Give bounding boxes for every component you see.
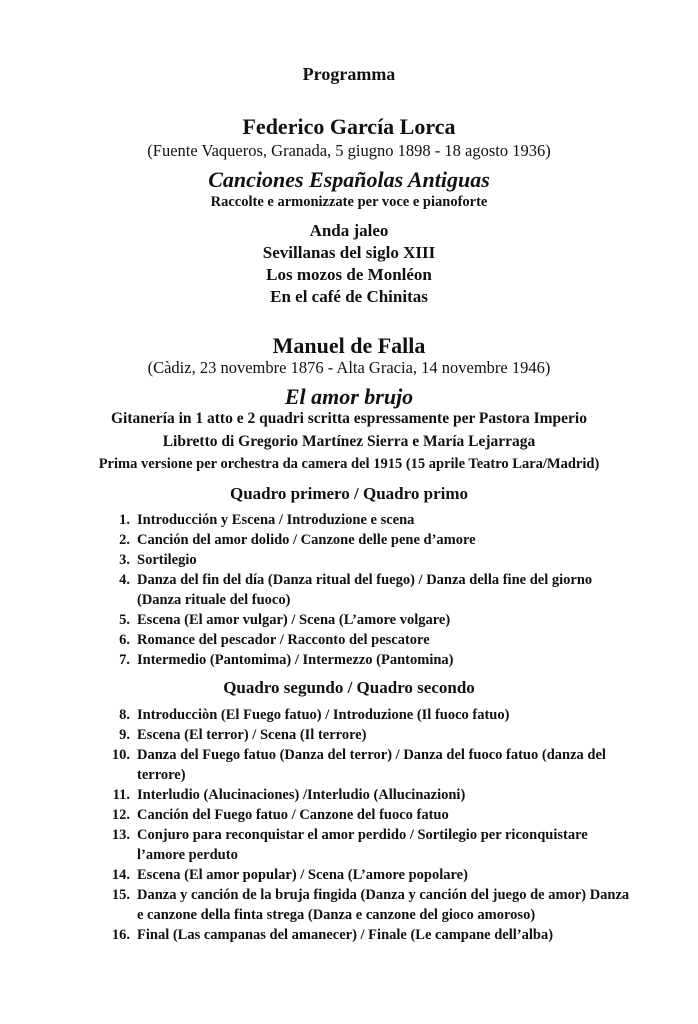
- track-number: 8.: [119, 707, 130, 723]
- track-item: [0, 650, 637, 670]
- track-number: 3.: [119, 552, 130, 568]
- track-item: [0, 550, 637, 570]
- track-item: [0, 805, 637, 825]
- track-number: 4.: [119, 572, 130, 588]
- work-info-line: Gitanería in 1 atto e 2 quadri scritta espressamente per Pastora Imperio: [111, 410, 587, 427]
- work-info-line: Libretto di Gregorio Martínez Sierra e María Lejarraga: [162, 433, 536, 450]
- page-title: Programma: [302, 64, 396, 84]
- track-item: [0, 705, 637, 725]
- track-item: [0, 725, 637, 745]
- track-item: [0, 785, 637, 805]
- track-title: Escena (El amor popular) / Scena (L’amore popolare): [137, 867, 468, 883]
- track-number: 16.: [111, 927, 130, 943]
- work-title-lorca: Canciones Españolas Antiguas: [208, 167, 490, 192]
- composer-falla: Manuel de Falla: [272, 333, 426, 358]
- track-number: 10.: [111, 747, 130, 763]
- section-title-quadro-2: Quadro segundo / Quadro secondo: [223, 678, 475, 697]
- track-title: Romance del pescador / Racconto del pescatore: [137, 632, 430, 648]
- song-item: Anda jaleo: [309, 221, 389, 240]
- track-title: Danza del fin del día (Danza ritual del fuego) / Danza della fine del giorno (Danza rituale del fuoco): [137, 572, 593, 608]
- section-title-quadro-1: Quadro primero / Quadro primo: [229, 484, 469, 503]
- track-number: 9.: [119, 727, 130, 743]
- track-item: [0, 865, 637, 885]
- track-title: Escena (El amor vulgar) / Scena (L’amore volgare): [137, 612, 451, 628]
- track-title: Intermedio (Pantomima) / Intermezzo (Pantomina): [137, 652, 454, 668]
- track-number: 1.: [119, 512, 130, 528]
- track-number: 6.: [119, 632, 130, 648]
- track-number: 7.: [119, 652, 130, 668]
- track-title: Interludio (Alucinaciones) /Interludio (Allucinazioni): [137, 787, 466, 803]
- track-item: [0, 825, 637, 865]
- song-item: Sevillanas del siglo XIII: [262, 243, 436, 262]
- track-title: Final (Las campanas del amanecer) / Finale (Le campane dell’alba): [137, 927, 554, 943]
- track-title: Canción del Fuego fatuo / Canzone del fuoco fatuo: [137, 807, 449, 823]
- track-item: [0, 510, 637, 530]
- track-item: [0, 745, 637, 785]
- track-item: [0, 885, 637, 925]
- track-title: Introducción y Escena / Introduzione e scena: [137, 512, 415, 528]
- track-title: Danza del Fuego fatuo (Danza del terror) / Danza del fuoco fatuo (danza del terrore): [137, 747, 606, 783]
- song-list-lorca: [0, 220, 698, 308]
- track-number: 11.: [112, 787, 130, 803]
- work-title-falla: El amor brujo: [284, 384, 414, 409]
- track-number: 14.: [111, 867, 130, 883]
- track-list-quadro-2: [0, 705, 698, 945]
- track-title: Danza y canción de la bruja fingida (Danza y canción del juego de amor) Danza e canzone della finta strega (Danza e canzone del gioco amoroso): [137, 887, 630, 923]
- dates-lorca: (Fuente Vaqueros, Granada, 5 giugno 1898 - 18 agosto 1936): [147, 141, 551, 160]
- track-item: [0, 610, 637, 630]
- track-number: 15.: [111, 887, 130, 903]
- track-title: Canción del amor dolido / Canzone delle pene d’amore: [137, 532, 476, 548]
- track-item: [0, 925, 637, 945]
- song-item: En el café de Chinitas: [270, 287, 428, 306]
- work-info-line: Prima versione per orchestra da camera del 1915 (15 aprile Teatro Lara/Madrid): [98, 456, 600, 472]
- track-title: Escena (El terror) / Scena (Il terrore): [137, 727, 367, 743]
- track-item: [0, 630, 637, 650]
- track-number: 12.: [111, 807, 130, 823]
- composer-lorca: Federico García Lorca: [242, 114, 456, 139]
- track-title: Sortilegio: [137, 552, 197, 568]
- track-title: Conjuro para reconquistar el amor perdido / Sortilegio per riconquistare l’amore perduto: [137, 827, 588, 863]
- track-list-quadro-1: [0, 510, 698, 670]
- track-number: 2.: [119, 532, 130, 548]
- song-item: Los mozos de Monléon: [266, 265, 432, 284]
- track-item: [0, 570, 637, 610]
- track-number: 5.: [119, 612, 130, 628]
- track-title: Introducciòn (El Fuego fatuo) / Introduzione (Il fuoco fatuo): [137, 707, 510, 723]
- work-subtitle-lorca: Raccolte e armonizzate per voce e pianoforte: [210, 194, 488, 210]
- track-number: 13.: [111, 827, 130, 843]
- dates-falla: (Càdiz, 23 novembre 1876 - Alta Gracia, 14 novembre 1946): [147, 358, 551, 377]
- track-item: [0, 530, 637, 550]
